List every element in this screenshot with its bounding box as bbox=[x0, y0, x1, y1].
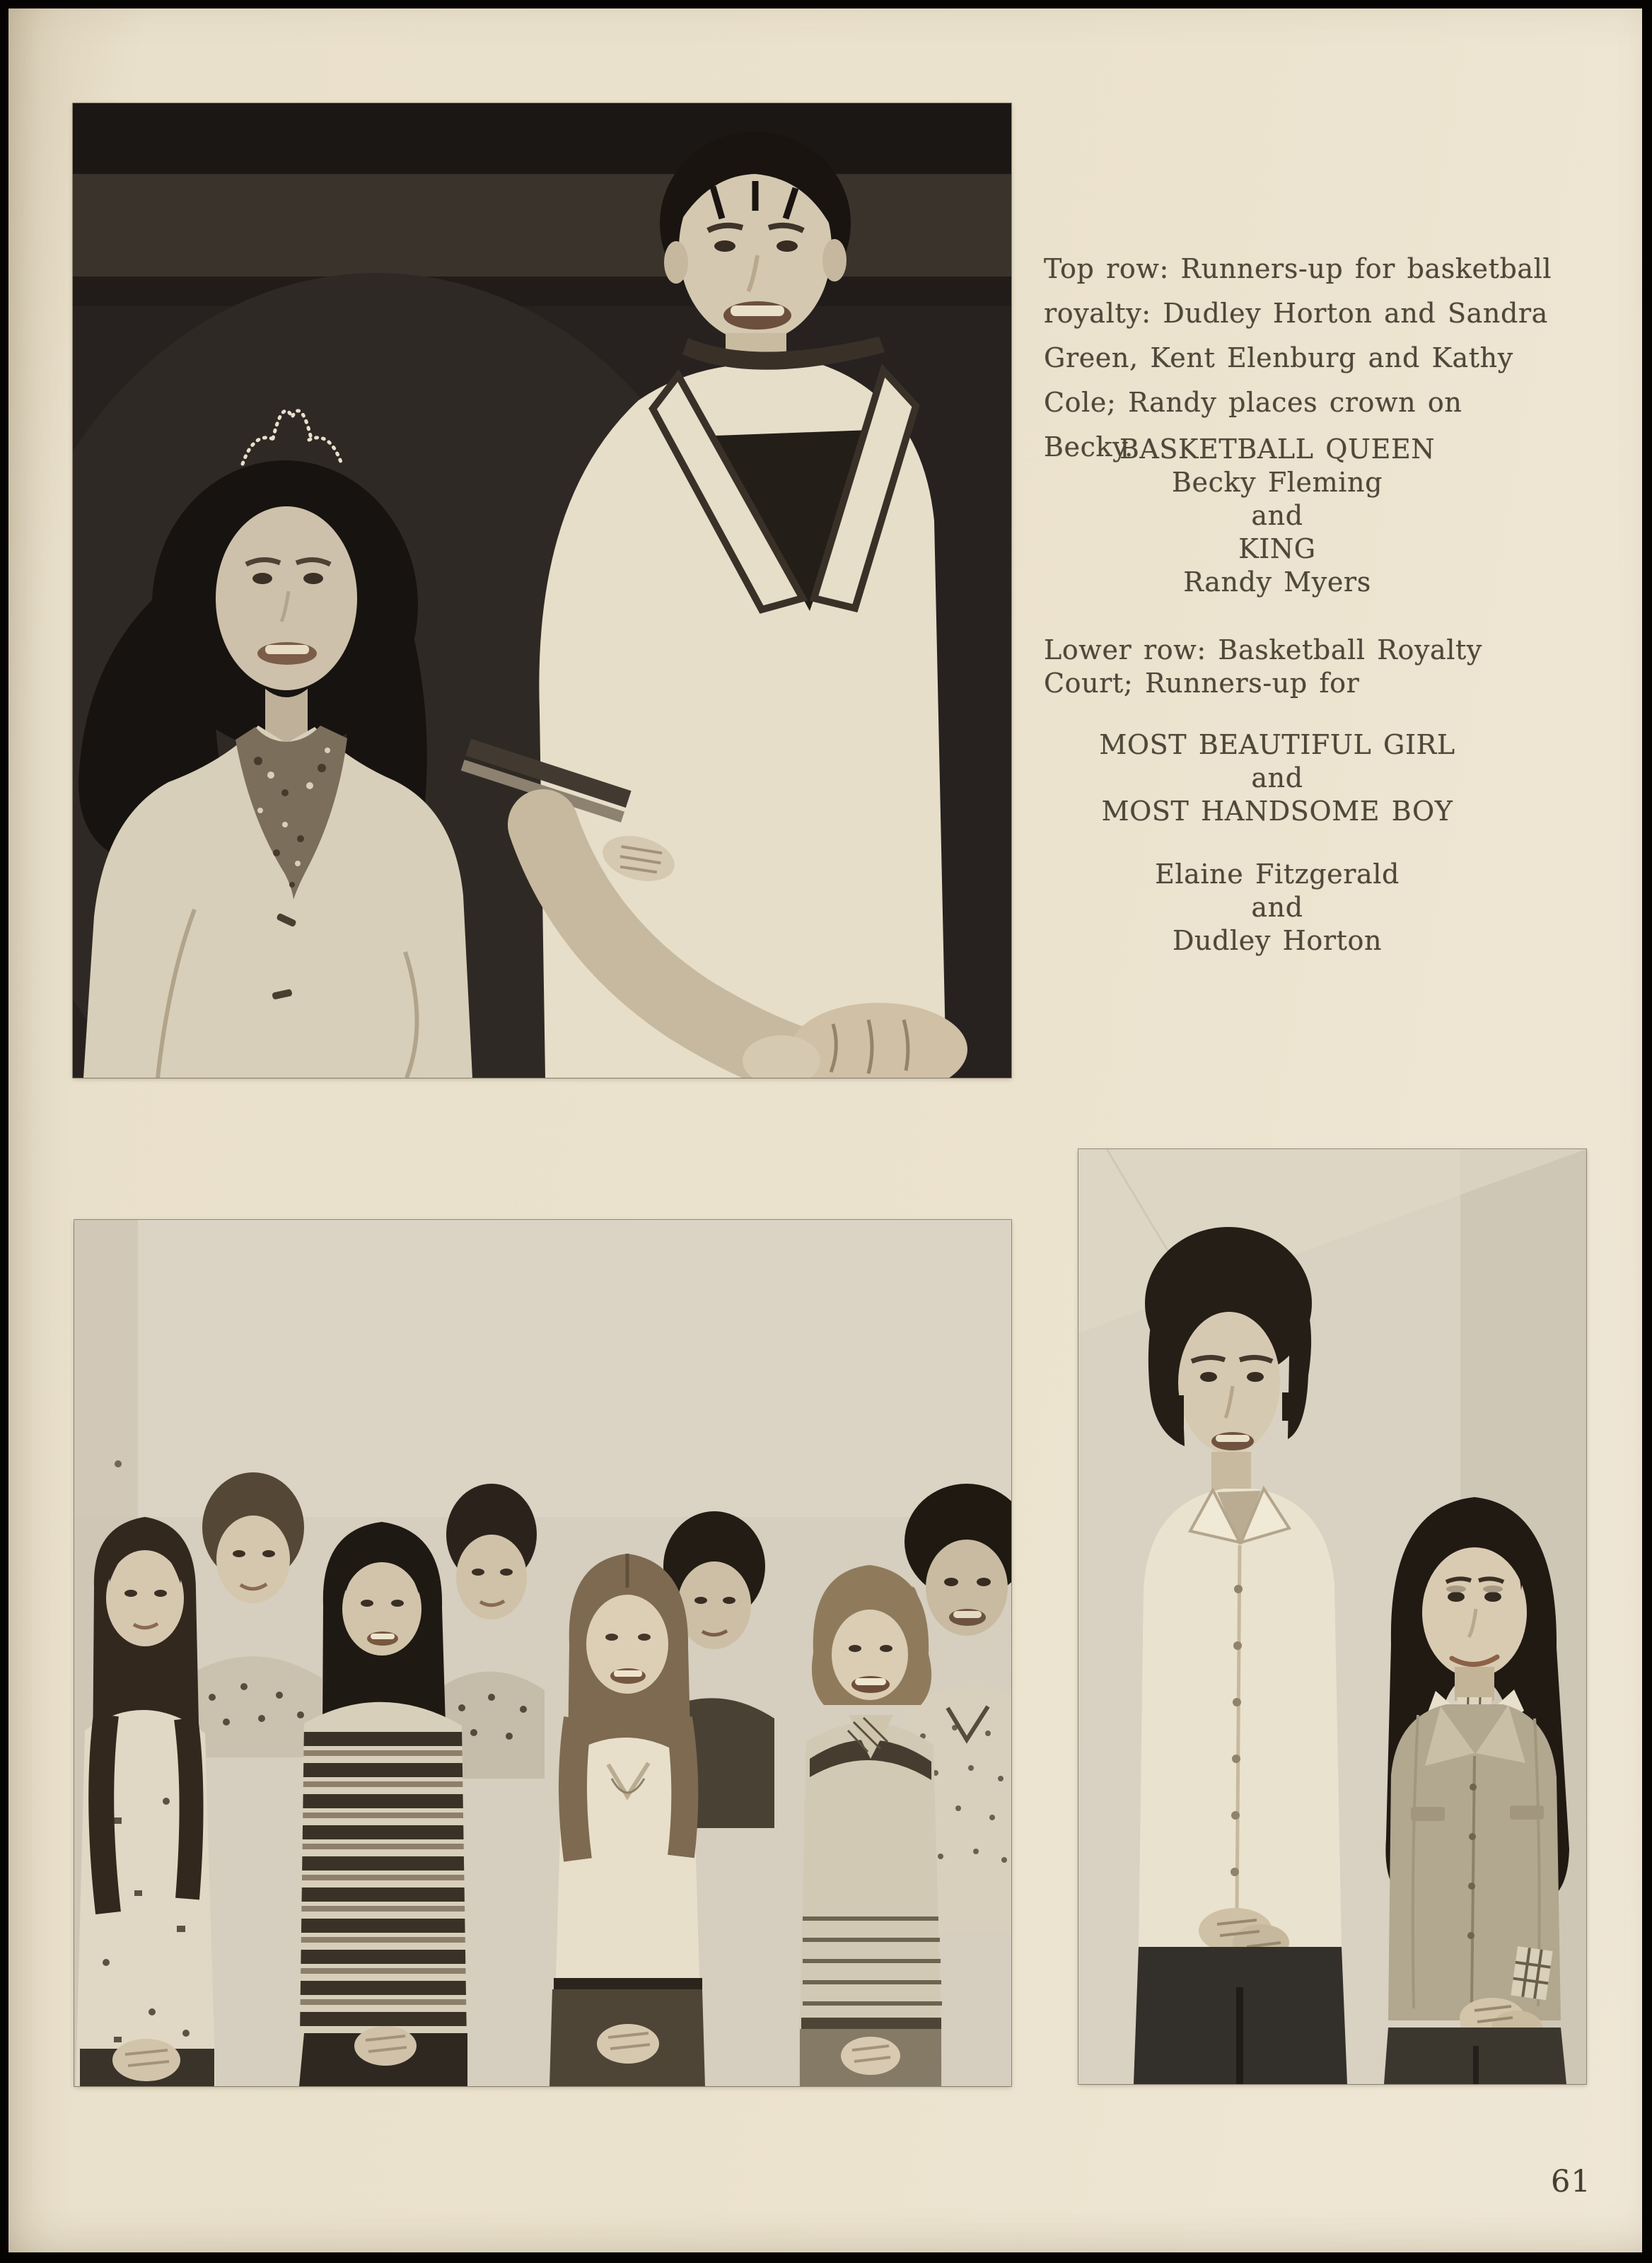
caption-line: Randy Myers bbox=[1183, 566, 1371, 598]
caption-line: Court; Runners-up for bbox=[1044, 668, 1360, 699]
caption-most-beautiful-handsome bbox=[1030, 728, 1525, 828]
photo-royalty-court-group bbox=[74, 1220, 1011, 2086]
page-number: 61 bbox=[1551, 2164, 1591, 2199]
caption-line: MOST HANDSOME BOY bbox=[1101, 796, 1453, 827]
photo-most-beautiful-most-handsome bbox=[1078, 1149, 1586, 2084]
caption-line: and bbox=[1251, 762, 1303, 793]
caption-line: BASKETBALL QUEEN bbox=[1119, 434, 1436, 465]
caption-line: Elaine Fitzgerald bbox=[1155, 859, 1400, 890]
most-beautiful-girl-figure bbox=[1384, 1497, 1569, 2084]
caption-line: and bbox=[1251, 500, 1303, 531]
caption-line: KING bbox=[1238, 533, 1316, 564]
caption-line: Lower row: Basketball Royalty bbox=[1044, 634, 1482, 665]
front-girl-1 bbox=[76, 1517, 216, 2086]
couple-photo-art bbox=[1078, 1149, 1586, 2084]
caption-line: Dudley Horton bbox=[1172, 925, 1383, 956]
caption-line: Top row: Runners-up for basketball bbox=[1044, 253, 1552, 284]
photo-basketball-royalty-crowning bbox=[73, 103, 1011, 1078]
caption-queen-king bbox=[1030, 433, 1525, 599]
front-girl-4 bbox=[798, 1565, 943, 2086]
caption-line: royalty: Dudley Horton and Sandra bbox=[1044, 298, 1548, 329]
caption-line: MOST BEAUTIFUL GIRL bbox=[1099, 729, 1455, 760]
caption-winners bbox=[1030, 858, 1525, 958]
caption-line: Becky Fleming bbox=[1171, 467, 1383, 498]
caption-lower-row bbox=[1044, 634, 1553, 700]
checkered-cuff bbox=[1511, 1946, 1552, 2000]
caption-line: and bbox=[1251, 892, 1303, 923]
caption-line: Cole; Randy places crown on Becky. bbox=[1044, 387, 1462, 463]
front-girl-3 bbox=[549, 1554, 705, 2086]
crowning-photo-art bbox=[73, 103, 1011, 1078]
group-photo-art bbox=[74, 1220, 1011, 2086]
caption-line: Green, Kent Elenburg and Kathy bbox=[1044, 342, 1513, 373]
